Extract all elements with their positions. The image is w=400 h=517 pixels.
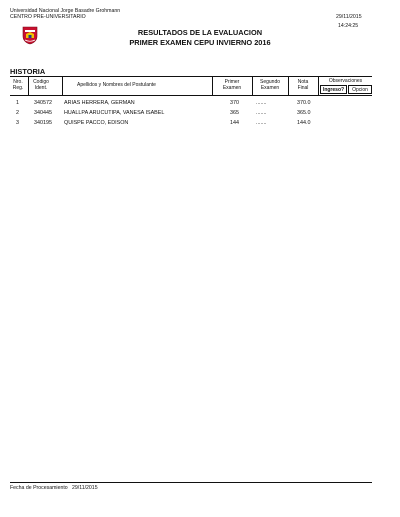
report-time: 14:24:25 [338, 23, 359, 29]
col-separator [28, 77, 29, 95]
col-observaciones: Observaciones [328, 78, 363, 84]
col-opcion: Opcion [352, 86, 368, 93]
footer-rule [10, 482, 372, 483]
cell-nombre: ARIAS HERRERA, GERMAN [64, 100, 135, 106]
report-date: 29/11/2015 [336, 14, 362, 20]
cell-nombre: HUALLPA ARUCUTIPA, VANESA ISABEL [64, 110, 165, 116]
col-nota: Nota Final [297, 79, 309, 91]
table-row [10, 100, 372, 108]
table-header-rule [10, 95, 372, 96]
cell-nota: 370.0 [297, 100, 311, 106]
col-nro: Nro. Reg. [12, 79, 24, 91]
col-separator [288, 77, 289, 95]
col-ingreso: Ingreso? [322, 86, 345, 93]
cell-primer: 370 [230, 100, 239, 106]
cell-nota: 365.0 [297, 110, 311, 116]
report-title: RESULTADOS DE LA EVALUACION [137, 28, 263, 37]
cell-segundo: ....... [256, 100, 267, 106]
center-name: CENTRO PRE-UNIVERSITARIO [10, 14, 86, 20]
cell-nota: 144.0 [297, 120, 311, 126]
col-separator [252, 77, 253, 95]
footer-date: 29/11/2015 [72, 485, 98, 491]
cell-codigo: 340195 [34, 120, 52, 126]
section-title: HISTORIA [10, 67, 46, 76]
cell-segundo: ....... [256, 110, 267, 116]
university-name: Universidad Nacional Jorge Basadre Grohmann [10, 8, 121, 14]
cell-nro: 3 [16, 120, 19, 126]
cell-codigo: 340572 [34, 100, 52, 106]
col-nombres: Apellidos y Nombres del Postulante [77, 82, 156, 88]
report-subtitle: PRIMER EXAMEN CEPU INVIERNO 2016 [129, 38, 271, 47]
cell-codigo: 340445 [34, 110, 52, 116]
cell-nro: 1 [16, 100, 19, 106]
footer-label: Fecha de Procesamiento [10, 485, 68, 491]
cell-nombre: QUISPE PACCO, EDISON [64, 120, 129, 126]
col-primer: Primer Examen [222, 79, 242, 91]
col-segundo: Segundo Examen [259, 79, 281, 91]
cell-primer: 365 [230, 110, 239, 116]
table-row [10, 120, 372, 128]
col-separator [62, 77, 63, 95]
cell-nro: 2 [16, 110, 19, 116]
col-codigo: Codigo Ident. [33, 79, 49, 91]
col-separator [212, 77, 213, 95]
table-row [10, 110, 372, 118]
cell-segundo: ....... [256, 120, 267, 126]
cell-primer: 144 [230, 120, 239, 126]
